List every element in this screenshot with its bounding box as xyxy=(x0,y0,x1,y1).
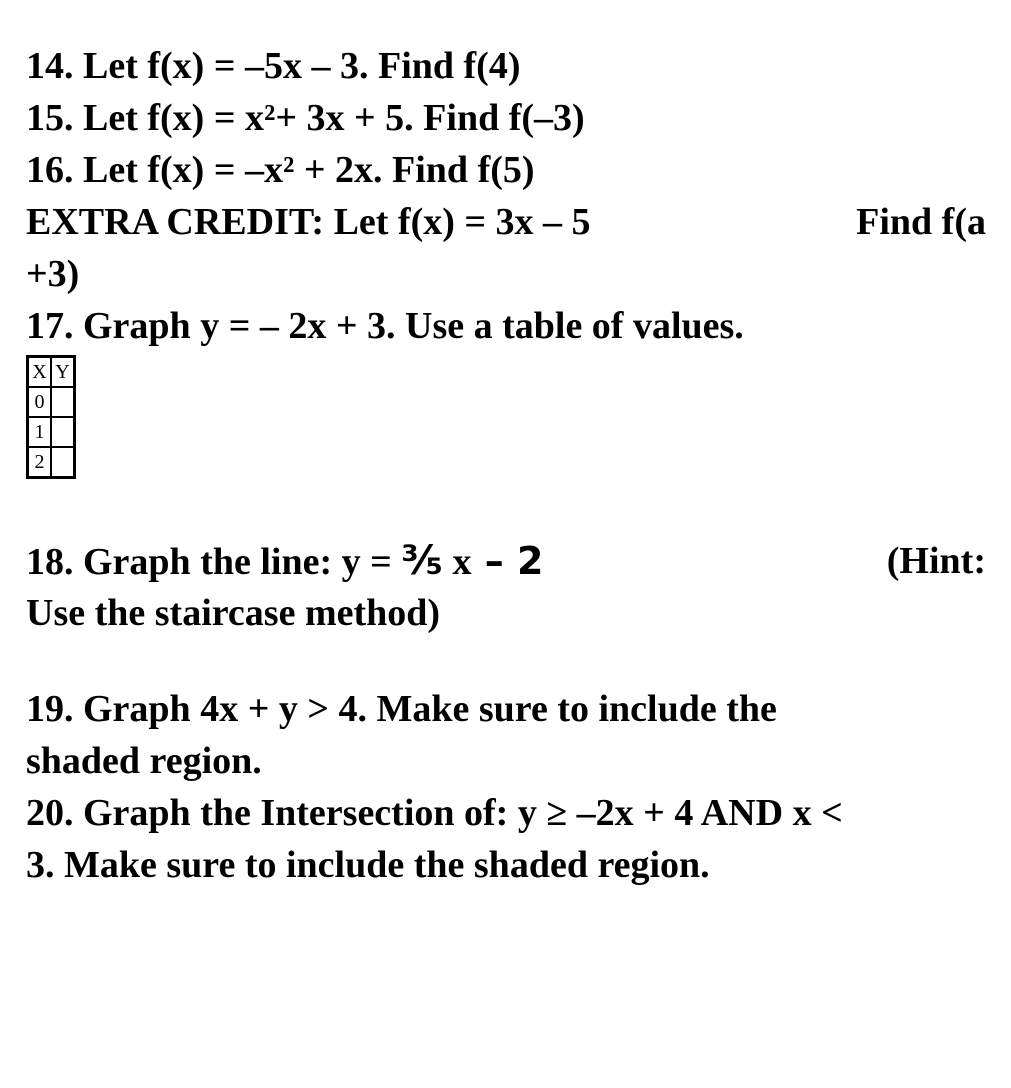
table-row xyxy=(28,417,74,447)
extra-credit-text: EXTRA CREDIT: Let f(x) = 3x – 5 xyxy=(26,201,591,243)
table-header-x: X xyxy=(28,357,51,387)
problem-18-continuation: Use the staircase method) xyxy=(26,592,441,634)
extra-credit-find: Find f(a xyxy=(856,201,986,243)
extra-credit-continuation: +3) xyxy=(26,253,80,295)
problem-20-line-1: 20. Graph the Intersection of: y ≥ –2x + 4 AND x < xyxy=(26,792,843,834)
table-cell-y[interactable] xyxy=(51,447,74,477)
problem-16: 16. Let f(x) = –x² + 2x. Find f(5) xyxy=(26,149,535,191)
table-header-y: Y xyxy=(51,357,74,387)
problem-18-suffix: – 2 xyxy=(471,539,544,583)
table-cell-y[interactable] xyxy=(51,387,74,417)
table-cell-x: 2 xyxy=(28,447,51,477)
table-header-row xyxy=(28,357,74,387)
table-cell-y[interactable] xyxy=(51,417,74,447)
table-row xyxy=(28,447,74,477)
problem-18-hint: (Hint: xyxy=(886,540,986,582)
problem-18-x: x xyxy=(443,541,472,583)
problem-17: 17. Graph y = – 2x + 3. Use a table of values. xyxy=(26,305,744,347)
problem-20-line-2: 3. Make sure to include the shaded region. xyxy=(26,844,710,886)
table-cell-x: 0 xyxy=(28,387,51,417)
problem-18-fraction: ³⁄₅ xyxy=(401,538,443,584)
extra-credit xyxy=(26,196,986,248)
table-cell-x: 1 xyxy=(28,417,51,447)
problem-19-line-2: shaded region. xyxy=(26,740,262,782)
values-table xyxy=(26,355,76,479)
table-row xyxy=(28,387,74,417)
problem-18-prefix: 18. Graph the line: y = xyxy=(26,541,402,583)
problem-19-line-1: 19. Graph 4x + y > 4. Make sure to include the xyxy=(26,688,777,730)
worksheet xyxy=(26,40,986,891)
problem-15: 15. Let f(x) = x²+ 3x + 5. Find f(–3) xyxy=(26,97,585,139)
problem-14: 14. Let f(x) = –5x – 3. Find f(4) xyxy=(26,45,521,87)
problem-18 xyxy=(26,535,986,587)
